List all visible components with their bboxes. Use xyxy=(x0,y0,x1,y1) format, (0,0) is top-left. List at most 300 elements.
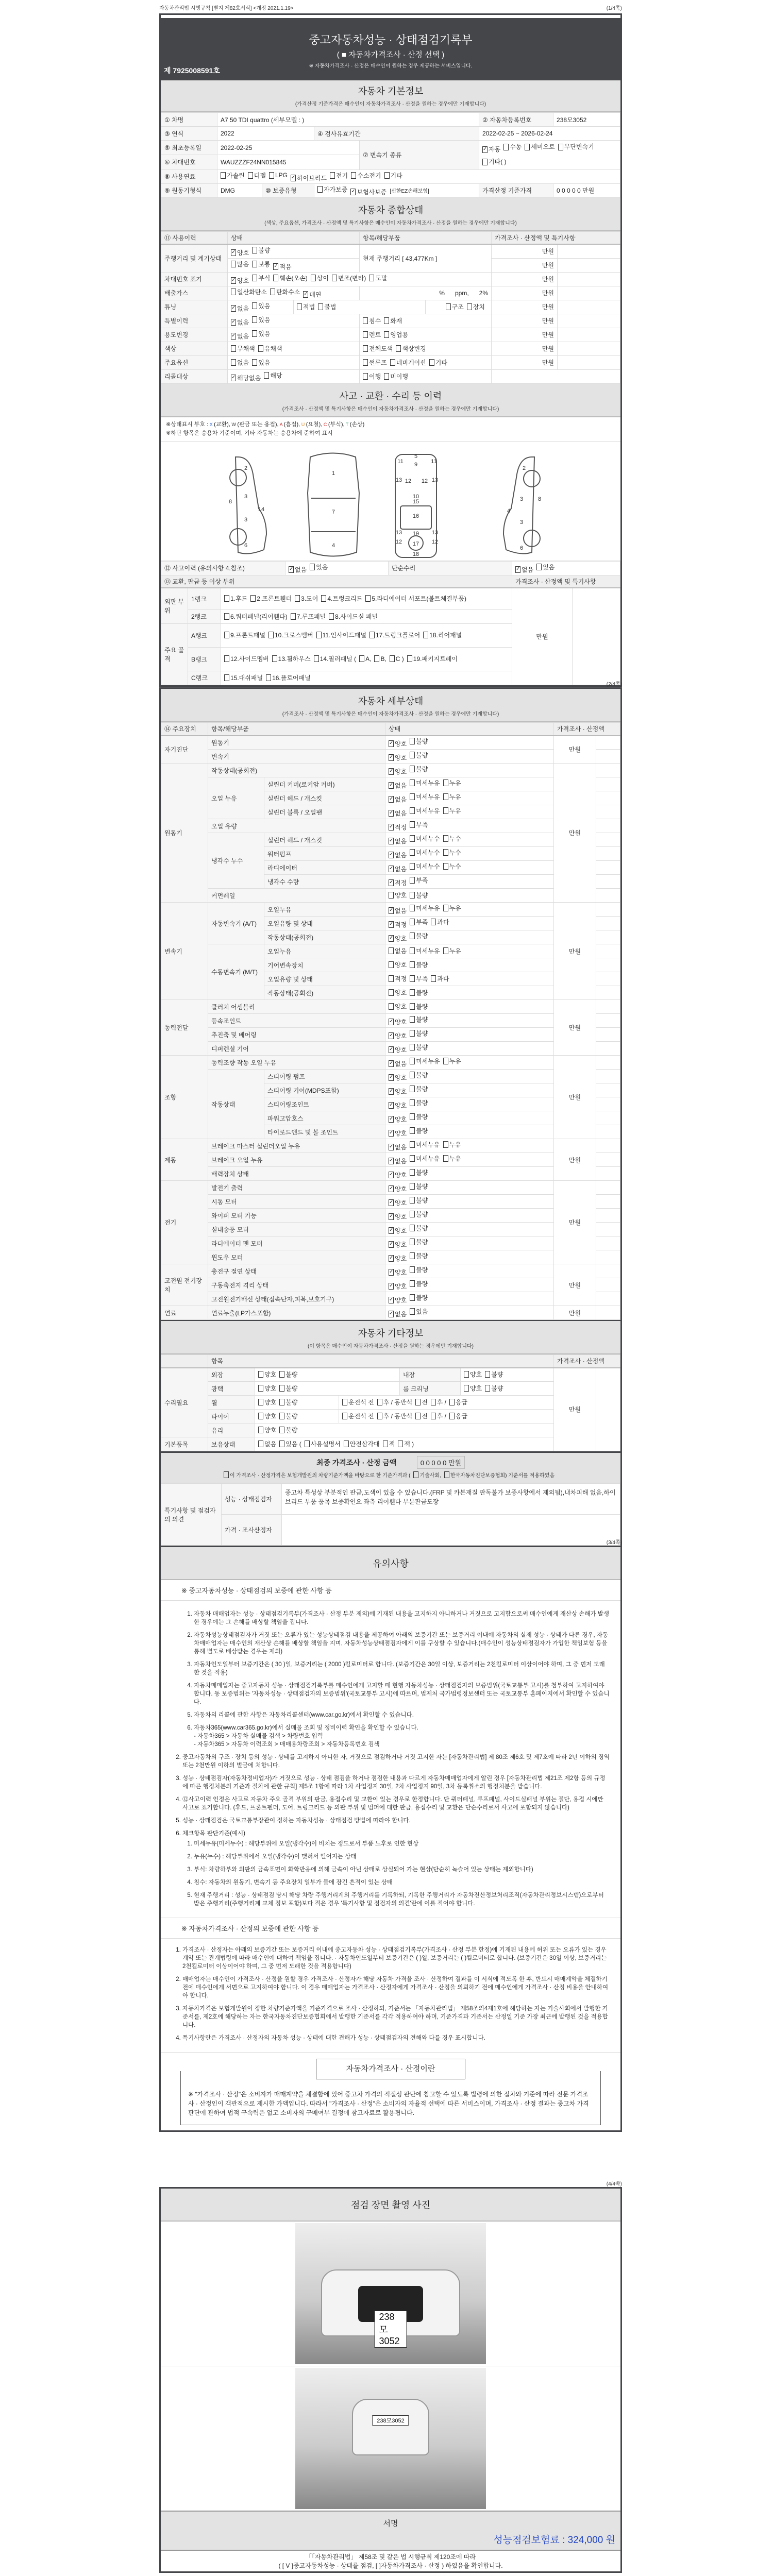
checkbox-icon[interactable] xyxy=(250,595,256,602)
checkbox-icon[interactable] xyxy=(297,303,302,310)
checkbox-option[interactable] xyxy=(363,330,381,339)
checkbox-icon[interactable] xyxy=(359,655,364,662)
checkbox-icon[interactable] xyxy=(224,595,229,602)
checkbox-icon[interactable] xyxy=(410,1003,415,1010)
price-input[interactable] xyxy=(596,1292,620,1306)
checkbox-icon[interactable] xyxy=(258,345,263,352)
price-input[interactable] xyxy=(558,314,620,328)
checkbox-option[interactable] xyxy=(279,1412,297,1420)
checkbox-option[interactable] xyxy=(390,358,426,367)
checkbox-icon[interactable]: ✓ xyxy=(389,1074,394,1080)
price-input[interactable] xyxy=(558,286,620,300)
checkbox-option[interactable] xyxy=(389,988,407,997)
checkbox-option[interactable] xyxy=(415,1398,428,1406)
price-input[interactable] xyxy=(573,588,620,685)
checkbox-option[interactable] xyxy=(389,1184,407,1193)
checkbox-icon[interactable] xyxy=(410,1308,415,1315)
checkbox-option[interactable] xyxy=(389,1129,407,1138)
checkbox-icon[interactable] xyxy=(410,947,415,954)
checkbox-option[interactable] xyxy=(410,1293,428,1302)
checkbox-icon[interactable]: ✓ xyxy=(389,1185,394,1191)
price-input[interactable] xyxy=(558,355,620,369)
checkbox-icon[interactable] xyxy=(330,172,335,179)
checkbox-icon[interactable] xyxy=(363,331,368,338)
checkbox-icon[interactable] xyxy=(410,1197,415,1204)
checkbox-option[interactable] xyxy=(221,171,245,180)
checkbox-icon[interactable] xyxy=(305,1440,310,1447)
price-input[interactable] xyxy=(596,791,620,805)
checkbox-option[interactable] xyxy=(410,1126,428,1135)
checkbox-icon[interactable]: ✓ xyxy=(389,1241,394,1247)
checkbox-option[interactable] xyxy=(383,1439,395,1448)
price-input[interactable] xyxy=(558,272,620,286)
checkbox-icon[interactable] xyxy=(431,919,436,925)
checkbox-option[interactable] xyxy=(297,302,315,311)
checkbox-icon[interactable] xyxy=(268,632,274,638)
checkbox-icon[interactable] xyxy=(384,373,389,380)
price-input[interactable] xyxy=(596,1368,620,1451)
price-input[interactable] xyxy=(596,1070,620,1083)
checkbox-icon[interactable]: ✓ xyxy=(231,304,236,311)
checkbox-icon[interactable] xyxy=(231,359,236,366)
checkbox-option[interactable] xyxy=(389,891,407,900)
checkbox-option[interactable] xyxy=(316,631,366,639)
checkbox-icon[interactable] xyxy=(390,655,395,662)
checkbox-option[interactable] xyxy=(389,809,407,818)
checkbox-icon[interactable] xyxy=(410,849,415,856)
checkbox-icon[interactable] xyxy=(398,1440,403,1447)
checkbox-option[interactable] xyxy=(295,594,318,603)
checkbox-icon[interactable]: ✓ xyxy=(389,1088,394,1094)
checkbox-icon[interactable] xyxy=(410,877,415,884)
checkbox-option[interactable] xyxy=(231,318,249,327)
checkbox-icon[interactable] xyxy=(295,595,300,602)
checkbox-icon[interactable]: ✓ xyxy=(389,1116,394,1122)
checkbox-option[interactable] xyxy=(482,143,500,156)
checkbox-option[interactable] xyxy=(268,631,313,639)
checkbox-icon[interactable]: ✓ xyxy=(289,566,294,572)
checkbox-option[interactable] xyxy=(536,563,554,571)
checkbox-icon[interactable] xyxy=(258,1413,263,1419)
checkbox-option[interactable] xyxy=(303,290,321,299)
checkbox-icon[interactable]: ✓ xyxy=(389,1172,394,1177)
checkbox-option[interactable] xyxy=(410,1112,428,1121)
price-input[interactable] xyxy=(596,1083,620,1097)
checkbox-icon[interactable] xyxy=(383,1440,388,1447)
price-input[interactable] xyxy=(558,258,620,272)
price-input[interactable] xyxy=(596,861,620,875)
checkbox-option[interactable] xyxy=(389,1031,407,1040)
checkbox-option[interactable] xyxy=(410,1154,440,1163)
checkbox-icon[interactable]: ✓ xyxy=(231,332,236,338)
checkbox-icon[interactable] xyxy=(248,172,253,179)
price-input[interactable] xyxy=(596,805,620,819)
checkbox-option[interactable] xyxy=(410,974,428,983)
checkbox-option[interactable] xyxy=(389,795,407,804)
checkbox-option[interactable] xyxy=(431,974,449,983)
checkbox-option[interactable] xyxy=(389,920,407,929)
checkbox-icon[interactable] xyxy=(449,1413,455,1419)
checkbox-icon[interactable] xyxy=(369,632,375,638)
checkbox-option[interactable] xyxy=(389,1226,407,1235)
price-input[interactable] xyxy=(596,903,620,917)
checkbox-icon[interactable] xyxy=(410,933,415,939)
checkbox-icon[interactable] xyxy=(410,752,415,758)
checkbox-icon[interactable] xyxy=(410,905,415,911)
checkbox-icon[interactable]: ✓ xyxy=(231,277,236,283)
checkbox-icon[interactable] xyxy=(410,863,415,870)
checkbox-icon[interactable] xyxy=(365,595,371,602)
checkbox-option[interactable] xyxy=(467,302,485,311)
checkbox-icon[interactable]: ✓ xyxy=(389,1102,394,1108)
checkbox-option[interactable] xyxy=(390,655,404,663)
checkbox-icon[interactable] xyxy=(279,1440,284,1447)
checkbox-option[interactable] xyxy=(264,371,282,380)
checkbox-icon[interactable] xyxy=(413,1471,418,1478)
checkbox-option[interactable] xyxy=(224,631,265,639)
checkbox-icon[interactable] xyxy=(464,1385,469,1392)
checkbox-option[interactable] xyxy=(224,1471,410,1479)
price-input[interactable] xyxy=(596,1167,620,1181)
checkbox-option[interactable] xyxy=(389,878,407,887)
checkbox-icon[interactable] xyxy=(384,317,389,324)
checkbox-option[interactable] xyxy=(443,946,461,955)
checkbox-option[interactable] xyxy=(359,655,371,663)
checkbox-icon[interactable] xyxy=(410,961,415,968)
checkbox-icon[interactable] xyxy=(443,947,448,954)
checkbox-icon[interactable] xyxy=(449,1399,455,1405)
checkbox-option[interactable] xyxy=(248,171,266,180)
checkbox-option[interactable] xyxy=(444,1471,554,1479)
checkbox-icon[interactable] xyxy=(279,1413,284,1419)
checkbox-icon[interactable]: ✓ xyxy=(389,1255,394,1261)
checkbox-icon[interactable]: ✓ xyxy=(389,1019,394,1024)
checkbox-icon[interactable]: ✓ xyxy=(483,146,488,152)
checkbox-option[interactable] xyxy=(363,372,381,381)
checkbox-icon[interactable] xyxy=(221,172,226,179)
checkbox-icon[interactable] xyxy=(390,359,395,366)
checkbox-option[interactable] xyxy=(389,934,407,943)
checkbox-option[interactable] xyxy=(449,1398,467,1406)
checkbox-icon[interactable] xyxy=(410,821,415,828)
checkbox-option[interactable] xyxy=(410,1196,428,1205)
checkbox-icon[interactable] xyxy=(342,1413,347,1419)
checkbox-option[interactable] xyxy=(252,246,270,255)
checkbox-icon[interactable]: ✓ xyxy=(389,810,394,816)
price-input[interactable] xyxy=(596,1028,620,1042)
checkbox-option[interactable] xyxy=(363,316,381,325)
checkbox-option[interactable] xyxy=(410,1265,428,1274)
checkbox-icon[interactable] xyxy=(444,1471,449,1478)
checkbox-option[interactable] xyxy=(374,655,386,663)
checkbox-option[interactable] xyxy=(410,1168,428,1177)
price-input[interactable] xyxy=(596,1139,620,1153)
checkbox-icon[interactable] xyxy=(415,1413,421,1419)
checkbox-icon[interactable] xyxy=(264,372,269,379)
checkbox-icon[interactable] xyxy=(443,779,448,786)
price-input[interactable] xyxy=(596,917,620,930)
checkbox-option[interactable] xyxy=(443,1154,461,1163)
checkbox-option[interactable] xyxy=(410,1224,428,1232)
checkbox-icon[interactable] xyxy=(410,1086,415,1092)
price-input[interactable] xyxy=(596,736,620,750)
checkbox-icon[interactable]: ✓ xyxy=(389,1144,394,1149)
checkbox-icon[interactable]: ✓ xyxy=(389,768,394,774)
checkbox-option[interactable] xyxy=(384,316,402,325)
checkbox-option[interactable] xyxy=(431,918,449,926)
checkbox-option[interactable] xyxy=(389,1254,407,1263)
checkbox-option[interactable] xyxy=(389,1087,407,1096)
checkbox-option[interactable] xyxy=(410,1029,428,1038)
checkbox-icon[interactable] xyxy=(503,144,509,150)
checkbox-option[interactable] xyxy=(431,1398,446,1406)
checkbox-option[interactable] xyxy=(389,1002,407,1011)
checkbox-option[interactable] xyxy=(415,1412,428,1420)
checkbox-icon[interactable] xyxy=(224,655,229,662)
checkbox-icon[interactable] xyxy=(443,793,448,800)
checkbox-icon[interactable] xyxy=(252,359,257,366)
checkbox-icon[interactable] xyxy=(415,1399,421,1405)
checkbox-option[interactable] xyxy=(258,1384,276,1393)
checkbox-icon[interactable]: ✓ xyxy=(304,291,308,297)
checkbox-icon[interactable] xyxy=(410,738,415,744)
checkbox-option[interactable] xyxy=(369,274,387,282)
checkbox-option[interactable] xyxy=(410,1043,428,1052)
checkbox-option[interactable] xyxy=(269,172,288,179)
checkbox-option[interactable] xyxy=(410,1140,440,1149)
checkbox-option[interactable] xyxy=(279,1426,297,1434)
checkbox-option[interactable] xyxy=(389,960,407,969)
price-input[interactable] xyxy=(596,764,620,777)
checkbox-option[interactable] xyxy=(389,1115,407,1124)
checkbox-icon[interactable] xyxy=(410,1127,415,1134)
checkbox-icon[interactable] xyxy=(258,1385,263,1392)
checkbox-option[interactable] xyxy=(389,837,407,845)
price-input[interactable] xyxy=(596,1278,620,1292)
checkbox-option[interactable] xyxy=(389,739,407,748)
checkbox-option[interactable] xyxy=(389,1171,407,1179)
checkbox-icon[interactable] xyxy=(410,1266,415,1273)
checkbox-option[interactable] xyxy=(311,274,329,282)
price-input[interactable] xyxy=(596,1153,620,1167)
checkbox-icon[interactable]: ✓ xyxy=(389,1213,394,1219)
checkbox-icon[interactable]: ✓ xyxy=(389,1283,394,1289)
checkbox-option[interactable] xyxy=(410,960,428,969)
checkbox-icon[interactable] xyxy=(273,275,278,281)
checkbox-option[interactable] xyxy=(503,141,522,153)
checkbox-icon[interactable] xyxy=(369,275,374,281)
checkbox-option[interactable] xyxy=(384,372,408,381)
checkbox-icon[interactable] xyxy=(410,766,415,772)
checkbox-option[interactable] xyxy=(389,1310,407,1318)
checkbox-icon[interactable] xyxy=(272,655,277,662)
checkbox-option[interactable] xyxy=(258,1439,276,1448)
checkbox-option[interactable] xyxy=(410,1002,428,1011)
checkbox-option[interactable] xyxy=(410,834,440,843)
checkbox-option[interactable] xyxy=(485,1384,503,1393)
price-input[interactable] xyxy=(596,847,620,861)
checkbox-icon[interactable] xyxy=(363,345,368,352)
checkbox-icon[interactable] xyxy=(252,275,257,281)
checkbox-icon[interactable] xyxy=(431,1399,436,1405)
checkbox-option[interactable] xyxy=(314,654,356,663)
checkbox-icon[interactable]: ✓ xyxy=(389,1297,394,1302)
checkbox-icon[interactable]: ✓ xyxy=(389,796,394,802)
checkbox-option[interactable] xyxy=(258,1370,276,1379)
checkbox-icon[interactable] xyxy=(410,1016,415,1023)
checkbox-icon[interactable] xyxy=(374,655,379,662)
checkbox-icon[interactable] xyxy=(443,849,448,856)
price-input[interactable] xyxy=(596,833,620,847)
checkbox-option[interactable] xyxy=(231,332,249,341)
checkbox-icon[interactable] xyxy=(485,1385,490,1392)
checkbox-icon[interactable] xyxy=(443,1141,448,1148)
checkbox-option[interactable] xyxy=(410,792,440,801)
checkbox-option[interactable] xyxy=(389,1045,407,1054)
checkbox-option[interactable] xyxy=(258,1426,276,1434)
checkbox-option[interactable] xyxy=(443,862,461,871)
checkbox-icon[interactable] xyxy=(410,1211,415,1217)
checkbox-icon[interactable] xyxy=(351,172,356,179)
checkbox-icon[interactable] xyxy=(318,303,323,310)
checkbox-option[interactable] xyxy=(449,1412,467,1420)
checkbox-option[interactable] xyxy=(413,1471,441,1479)
checkbox-option[interactable] xyxy=(258,1412,276,1420)
checkbox-option[interactable] xyxy=(389,1059,407,1068)
checkbox-icon[interactable] xyxy=(443,1155,448,1162)
checkbox-icon[interactable] xyxy=(558,144,563,150)
checkbox-icon[interactable] xyxy=(410,1072,415,1078)
checkbox-icon[interactable] xyxy=(377,1399,382,1405)
checkbox-option[interactable] xyxy=(410,988,428,997)
checkbox-option[interactable] xyxy=(410,1182,428,1191)
checkbox-icon[interactable] xyxy=(464,1371,469,1378)
checkbox-icon[interactable]: ✓ xyxy=(389,1046,394,1052)
checkbox-option[interactable] xyxy=(482,156,507,168)
checkbox-option[interactable] xyxy=(252,274,270,282)
checkbox-icon[interactable] xyxy=(332,275,337,281)
price-input[interactable] xyxy=(596,972,620,986)
checkbox-option[interactable] xyxy=(231,358,249,367)
checkbox-icon[interactable] xyxy=(377,1413,382,1419)
checkbox-icon[interactable]: ✓ xyxy=(389,1199,394,1205)
checkbox-icon[interactable]: ✓ xyxy=(389,1130,394,1136)
checkbox-option[interactable] xyxy=(410,862,440,871)
checkbox-icon[interactable] xyxy=(446,303,451,310)
checkbox-option[interactable] xyxy=(291,612,326,621)
checkbox-icon[interactable]: ✓ xyxy=(389,740,394,747)
checkbox-icon[interactable] xyxy=(396,345,401,352)
checkbox-option[interactable] xyxy=(389,1198,407,1207)
checkbox-icon[interactable] xyxy=(410,892,415,899)
price-input[interactable] xyxy=(596,958,620,972)
checkbox-option[interactable] xyxy=(410,946,440,955)
price-input[interactable] xyxy=(596,750,620,764)
checkbox-option[interactable] xyxy=(252,315,270,324)
checkbox-icon[interactable] xyxy=(269,172,274,179)
checkbox-option[interactable] xyxy=(305,1439,341,1448)
checkbox-option[interactable] xyxy=(410,848,440,857)
checkbox-icon[interactable] xyxy=(224,632,229,638)
checkbox-option[interactable] xyxy=(369,631,420,639)
checkbox-icon[interactable] xyxy=(310,564,315,570)
checkbox-icon[interactable] xyxy=(231,289,236,295)
checkbox-option[interactable] xyxy=(344,1439,380,1448)
checkbox-option[interactable] xyxy=(443,1140,461,1149)
checkbox-icon[interactable] xyxy=(410,1141,415,1148)
checkbox-icon[interactable]: ✓ xyxy=(389,838,394,843)
price-input[interactable] xyxy=(596,1125,620,1139)
checkbox-option[interactable] xyxy=(389,781,407,790)
checkbox-option[interactable] xyxy=(410,904,440,912)
checkbox-option[interactable] xyxy=(410,820,428,829)
price-input[interactable] xyxy=(596,1223,620,1236)
checkbox-option[interactable] xyxy=(289,565,307,574)
price-input[interactable] xyxy=(596,1014,620,1028)
checkbox-option[interactable] xyxy=(423,631,462,639)
checkbox-icon[interactable]: ✓ xyxy=(389,1269,394,1275)
checkbox-icon[interactable] xyxy=(311,275,316,281)
checkbox-icon[interactable] xyxy=(443,807,448,814)
price-input[interactable] xyxy=(596,1250,620,1264)
price-input[interactable] xyxy=(596,930,620,944)
checkbox-icon[interactable] xyxy=(443,863,448,870)
checkbox-icon[interactable]: ✓ xyxy=(351,188,356,194)
checkbox-option[interactable] xyxy=(443,834,461,843)
checkbox-option[interactable] xyxy=(329,612,378,621)
checkbox-icon[interactable] xyxy=(410,807,415,814)
checkbox-icon[interactable] xyxy=(252,316,257,323)
checkbox-icon[interactable] xyxy=(363,373,368,380)
checkbox-option[interactable] xyxy=(363,344,393,353)
checkbox-icon[interactable] xyxy=(252,261,257,267)
checkbox-icon[interactable] xyxy=(389,961,394,968)
checkbox-icon[interactable]: ✓ xyxy=(231,249,236,255)
checkbox-option[interactable] xyxy=(231,248,249,257)
checkbox-option[interactable] xyxy=(443,904,461,912)
checkbox-icon[interactable]: ✓ xyxy=(389,879,394,885)
checkbox-option[interactable] xyxy=(279,1439,301,1448)
checkbox-option[interactable] xyxy=(410,765,428,773)
checkbox-icon[interactable] xyxy=(410,1169,415,1176)
checkbox-option[interactable] xyxy=(389,767,407,776)
checkbox-option[interactable] xyxy=(515,565,533,574)
checkbox-option[interactable] xyxy=(464,1384,482,1393)
checkbox-icon[interactable]: ✓ xyxy=(231,374,236,380)
price-input[interactable] xyxy=(596,1042,620,1056)
checkbox-icon[interactable]: ✓ xyxy=(389,1227,394,1233)
checkbox-option[interactable] xyxy=(410,1279,428,1288)
checkbox-icon[interactable] xyxy=(410,1183,415,1190)
checkbox-icon[interactable] xyxy=(291,613,296,620)
checkbox-option[interactable] xyxy=(279,1398,297,1406)
checkbox-icon[interactable] xyxy=(389,892,394,899)
checkbox-icon[interactable] xyxy=(410,1239,415,1245)
checkbox-icon[interactable] xyxy=(317,186,323,193)
price-input[interactable] xyxy=(558,244,620,258)
checkbox-option[interactable] xyxy=(250,594,292,603)
checkbox-option[interactable] xyxy=(410,931,428,940)
checkbox-option[interactable] xyxy=(410,1210,428,1218)
checkbox-option[interactable] xyxy=(231,287,267,296)
checkbox-option[interactable] xyxy=(389,823,407,832)
checkbox-icon[interactable] xyxy=(252,330,257,337)
checkbox-icon[interactable] xyxy=(384,172,390,179)
checkbox-icon[interactable] xyxy=(410,1280,415,1287)
checkbox-icon[interactable] xyxy=(389,947,394,954)
checkbox-option[interactable] xyxy=(365,594,466,603)
checkbox-option[interactable] xyxy=(384,171,402,180)
